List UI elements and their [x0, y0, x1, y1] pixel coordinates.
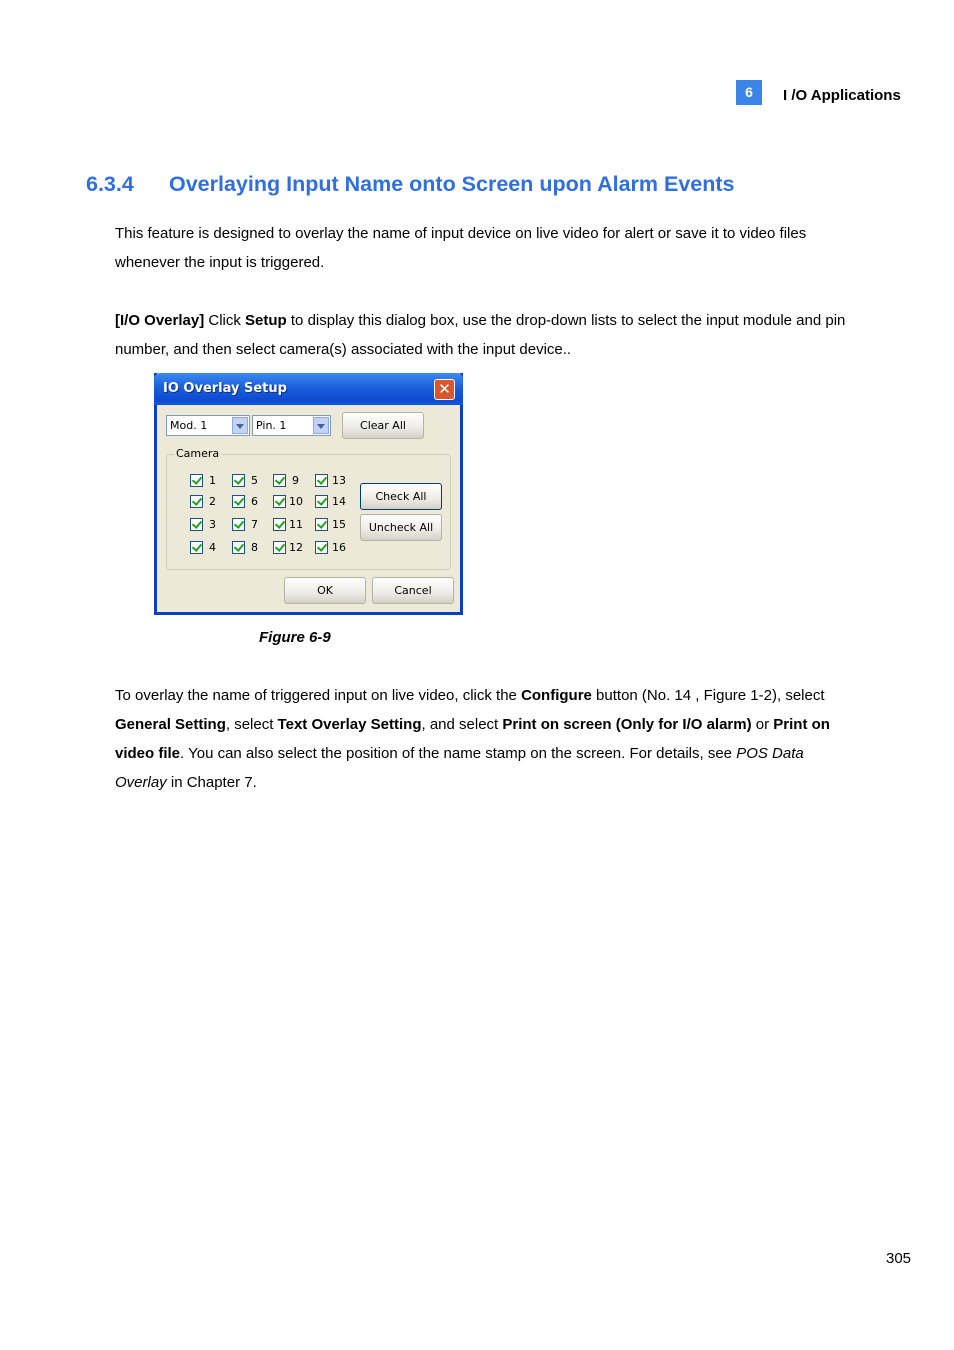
uncheck-all-button[interactable]: Uncheck All [360, 514, 442, 541]
chevron-down-icon[interactable] [313, 417, 329, 434]
camera-checkbox-6[interactable] [232, 495, 245, 508]
camera-label: 8 [251, 541, 258, 554]
text-span: To overlay the name of triggered input on live video, click the [115, 687, 522, 704]
intro-paragraph: This feature is designed to overlay the name of input device on live video for alert or save it to video files whenever the input is triggered. [115, 225, 807, 271]
camera-checkbox-11[interactable] [273, 518, 286, 531]
camera-label: 16 [332, 541, 346, 554]
camera-label: 4 [209, 541, 216, 554]
text-span: , select [225, 716, 278, 733]
module-select-value: Mod. 1 [170, 419, 208, 432]
camera-label: 10 [289, 495, 303, 508]
camera-checkbox-3[interactable] [190, 518, 203, 531]
camera-label: 6 [251, 495, 258, 508]
camera-label: 2 [209, 495, 216, 508]
camera-label: 7 [251, 518, 258, 531]
camera-checkbox-14[interactable] [315, 495, 328, 508]
setup-term: Setup [245, 312, 287, 329]
text-span: to display this dialog box, use the drop-down lists to select the input module and pin number, and then select camera(s) associated with the input device.. [115, 312, 846, 358]
section-heading [86, 172, 735, 197]
close-icon[interactable]: ✕ [434, 379, 455, 400]
camera-group [166, 447, 451, 570]
text-span: . You can also select the position of the name stamp on the screen. For details, see [180, 745, 737, 762]
section-title: Overlaying Input Name onto Screen upon Alarm Events [169, 172, 735, 196]
dialog-title: IO Overlay Setup [163, 381, 287, 396]
general-setting-term: General Setting [115, 716, 226, 733]
chapter-title: I /O Applications [783, 87, 901, 104]
camera-label: 11 [289, 518, 303, 531]
camera-checkbox-7[interactable] [232, 518, 245, 531]
camera-label: 5 [251, 474, 258, 487]
io-overlay-paragraph [115, 306, 855, 364]
dialog-titlebar[interactable] [154, 373, 463, 405]
camera-checkbox-4[interactable] [190, 541, 203, 554]
camera-checkbox-1[interactable] [190, 474, 203, 487]
clear-all-button[interactable]: Clear All [342, 412, 424, 439]
text-span: in Chapter 7. [166, 774, 257, 791]
page-number: 305 [886, 1250, 912, 1267]
text-overlay-term: Text Overlay Setting [277, 716, 422, 733]
text-span: Click [204, 312, 246, 329]
text-span: , and select [421, 716, 503, 733]
camera-label: 15 [332, 518, 346, 531]
camera-checkbox-16[interactable] [315, 541, 328, 554]
pin-select[interactable] [252, 415, 331, 436]
io-overlay-label: [I/O Overlay] [115, 312, 205, 329]
pos-overlay-reference: POS Data Overlay [115, 745, 804, 791]
camera-checkbox-8[interactable] [232, 541, 245, 554]
camera-checkbox-12[interactable] [273, 541, 286, 554]
camera-label: 13 [332, 474, 346, 487]
camera-label: 9 [292, 474, 299, 487]
camera-label: 12 [289, 541, 303, 554]
pin-select-value: Pin. 1 [256, 419, 287, 432]
camera-checkbox-5[interactable] [232, 474, 245, 487]
camera-label: 1 [209, 474, 216, 487]
chevron-down-icon[interactable] [232, 417, 248, 434]
camera-checkbox-15[interactable] [315, 518, 328, 531]
chapter-badge: 6 [736, 80, 762, 105]
module-select[interactable] [166, 415, 250, 436]
figure-caption: Figure 6-9 [259, 629, 331, 646]
camera-checkbox-2[interactable] [190, 495, 203, 508]
configure-term: Configure [521, 687, 592, 704]
text-span: or [751, 716, 774, 733]
camera-group-label: Camera [176, 447, 220, 460]
check-all-button[interactable]: Check All [360, 483, 442, 510]
camera-checkbox-9[interactable] [273, 474, 286, 487]
print-on-screen-term: Print on screen (Only for I/O alarm) [502, 716, 752, 733]
configure-paragraph [115, 681, 855, 797]
print-on-video-term: Print on video file [115, 716, 830, 762]
camera-checkbox-10[interactable] [273, 495, 286, 508]
section-number: 6.3.4 [86, 172, 134, 196]
io-overlay-dialog [154, 373, 463, 615]
text-span: button (No. 14 , Figure 1-2), select [591, 687, 825, 704]
ok-button[interactable]: OK [284, 577, 366, 604]
cancel-button[interactable]: Cancel [372, 577, 454, 604]
camera-label: 3 [209, 518, 216, 531]
camera-label: 14 [332, 495, 346, 508]
camera-checkbox-13[interactable] [315, 474, 328, 487]
